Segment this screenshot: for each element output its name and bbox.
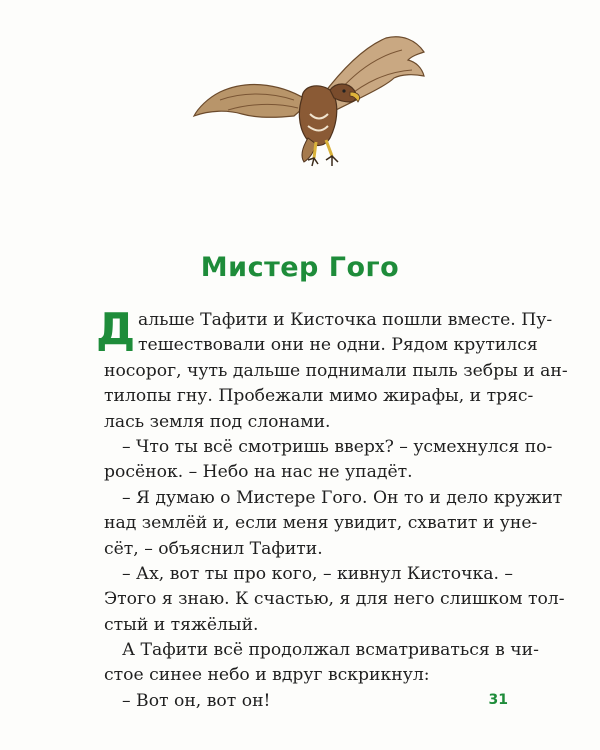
text-line: стый и тяжёлый. bbox=[104, 614, 259, 635]
text-line: Этого я знаю. К счастью, я для него слишком тол- bbox=[104, 589, 565, 610]
chapter-title: Мистер Гого bbox=[200, 252, 400, 283]
text-line: – Что ты всё смотришь вверх? – усмехнулся по- bbox=[122, 436, 553, 457]
text-line: А Тафити всё продолжал всматриваться в чи- bbox=[122, 640, 539, 661]
page-number: 31 bbox=[488, 692, 508, 708]
text-line: тилопы гну. Пробежали мимо жирафы, и тряс- bbox=[104, 386, 534, 407]
text-line: лась земля под слонами. bbox=[104, 411, 331, 432]
text-line: росёнок. – Небо на нас не упадёт. bbox=[104, 462, 413, 483]
text-line: – Я думаю о Мистере Гого. Он то и дело кружит bbox=[122, 487, 563, 508]
text-line: альше Тафити и Кисточка пошли вместе. Пу- bbox=[138, 310, 553, 330]
text-line: стое синее небо и вдруг вскрикнул: bbox=[104, 665, 430, 686]
text-line: – Ах, вот ты про кого, – кивнул Кисточка. – bbox=[122, 563, 513, 584]
text-line: – Вот он, вот он! bbox=[122, 690, 271, 711]
text-line: над землёй и, если меня увидит, схватит и уне- bbox=[104, 513, 538, 534]
text-line: носорог, чуть дальше поднимали пыль зебры и ан- bbox=[104, 360, 568, 381]
eagle-illustration-icon bbox=[190, 30, 430, 180]
story-text bbox=[96, 304, 568, 714]
drop-cap: Д bbox=[96, 304, 136, 355]
text-line: сёт, – объяснил Тафити. bbox=[104, 538, 323, 559]
text-line: тешествовали они не одни. Рядом крутился bbox=[138, 335, 538, 356]
